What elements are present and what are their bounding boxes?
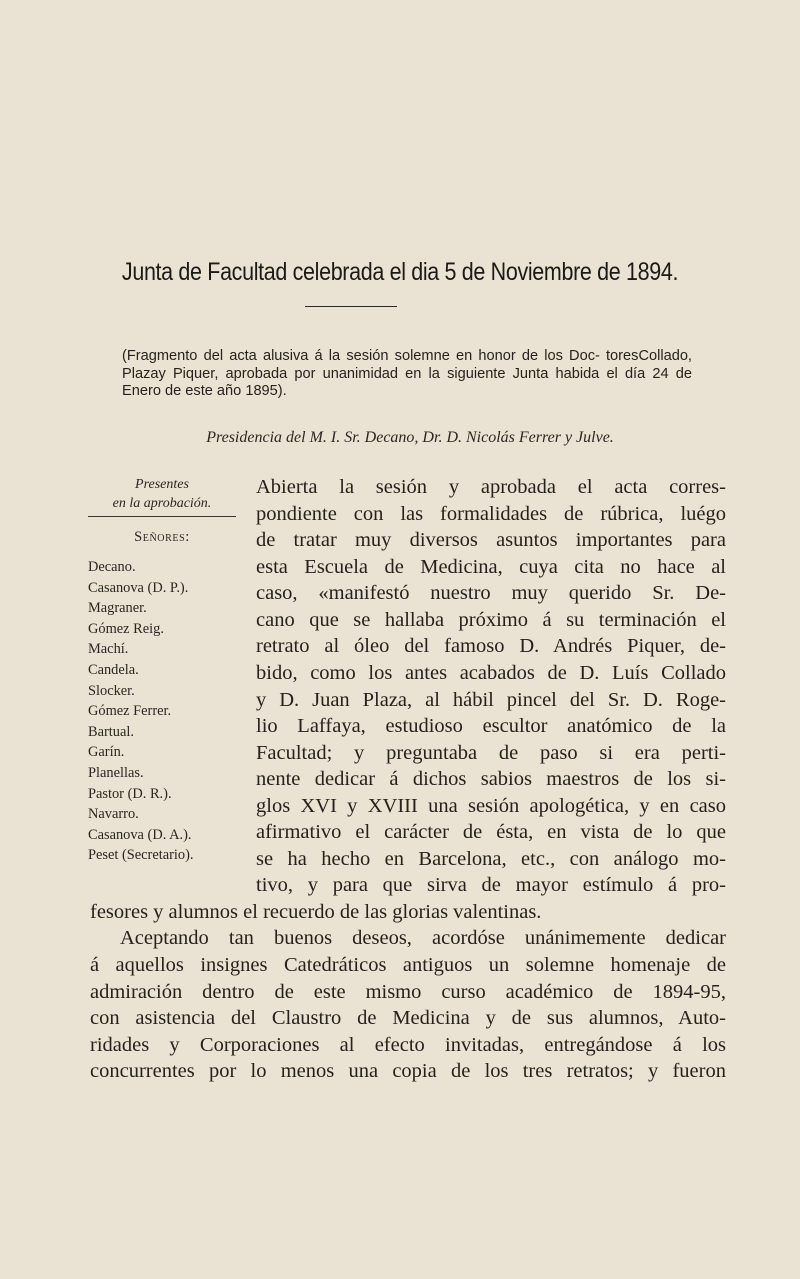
attendee-item: Machí. bbox=[88, 641, 129, 658]
body-line: retrato al óleo del famoso D. Andrés Piquer, de- bbox=[256, 635, 726, 657]
body-line: Facultad; y preguntaba de paso si era perti- bbox=[256, 742, 726, 764]
attendee-item: Candela. bbox=[88, 661, 139, 678]
body-line: se ha hecho en Barcelona, etc., con análogo mo- bbox=[256, 848, 726, 870]
body-line: con asistencia del Claustro de Medicina y de sus alumnos, Auto- bbox=[90, 1007, 726, 1029]
body-line: y D. Juan Plaza, al hábil pincel del Sr. D. Roge- bbox=[256, 689, 726, 711]
title-divider bbox=[305, 306, 397, 307]
body-line: fesores y alumnos el recuerdo de las glorias valentinas. bbox=[90, 901, 542, 923]
attendees-list bbox=[88, 557, 236, 866]
attendees-title: Presentes bbox=[135, 477, 189, 492]
body-line: lio Laffaya, estudioso escultor anatómico de la bbox=[256, 715, 726, 737]
attendee-item: Garín. bbox=[88, 744, 125, 761]
attendee-item: Gómez Ferrer. bbox=[88, 703, 172, 720]
body-line: admiración dentro de este mismo curso académico de 1894-95, bbox=[90, 981, 726, 1003]
body-line: ridades y Corporaciones al efecto invitadas, entregándose á los bbox=[90, 1034, 726, 1056]
presidency-line: Presidencia del M. I. Sr. Decano, Dr. D. Nicolás Ferrer y Julve. bbox=[206, 429, 614, 446]
body-line: Aceptando tan buenos deseos, acordóse unánimemente dedicar bbox=[120, 927, 726, 949]
body-line: de tratar muy diversos asuntos importantes para bbox=[256, 529, 726, 551]
attendee-item: Magraner. bbox=[88, 600, 147, 617]
attendee-item: Pastor (D. R.). bbox=[88, 785, 172, 802]
attendee-item: Bartual. bbox=[88, 723, 134, 740]
body-line: glos XVI y XVIII una sesión apologética, y en caso bbox=[256, 795, 726, 817]
body-line: tivo, y para que sirva de mayor estímulo á pro- bbox=[256, 874, 726, 896]
fragment-note: (Fragmento del acta alusiva á la sesión solemne en honor de los Doc- toresCollado, Plazay Piquer, aprobada por unanimidad en la siguiente Junta habida el día 24 de Enero de este año 1895). bbox=[122, 348, 692, 400]
attendees-subtitle: en la aprobación. bbox=[88, 495, 236, 517]
attendee-item: Peset (Secretario). bbox=[88, 847, 194, 864]
body-line: concurrentes por lo menos una copia de los tres retratos; y fueron bbox=[90, 1060, 726, 1082]
body-line: nente dedicar á dichos sabios maestros de los si- bbox=[256, 768, 726, 790]
senores-label: Señores: bbox=[134, 529, 190, 545]
body-line: afirmativo el carácter de ésta, en vista de lo que bbox=[256, 821, 726, 843]
document-title: Junta de Facultad celebrada el dia 5 de Noviembre de 1894. bbox=[121, 258, 679, 286]
body-line: pondiente con las formalidades de rúbrica, luégo bbox=[256, 503, 726, 525]
body-line: Abierta la sesión y aprobada el acta corres- bbox=[256, 476, 726, 498]
attendee-item: Casanova (D. P.). bbox=[88, 579, 189, 596]
attendee-item: Navarro. bbox=[88, 806, 139, 823]
body-line: esta Escuela de Medicina, cuya cita no hace al bbox=[256, 556, 726, 578]
attendee-item: Gómez Reig. bbox=[88, 620, 164, 637]
attendee-item: Decano. bbox=[88, 559, 136, 575]
body-line: cano que se hallaba próximo á su terminación el bbox=[256, 609, 726, 631]
attendee-item: Slocker. bbox=[88, 682, 135, 699]
body-line: caso, «manifestó nuestro muy querido Sr. De- bbox=[256, 582, 726, 604]
attendees-margin-note bbox=[88, 475, 236, 866]
attendee-item: Casanova (D. A.). bbox=[88, 826, 192, 843]
body-line: bido, como los antes acabados de D. Luís Collado bbox=[256, 662, 726, 684]
body-line: á aquellos insignes Catedráticos antiguos un solemne homenaje de bbox=[90, 954, 726, 976]
attendee-item: Planellas. bbox=[88, 764, 144, 781]
